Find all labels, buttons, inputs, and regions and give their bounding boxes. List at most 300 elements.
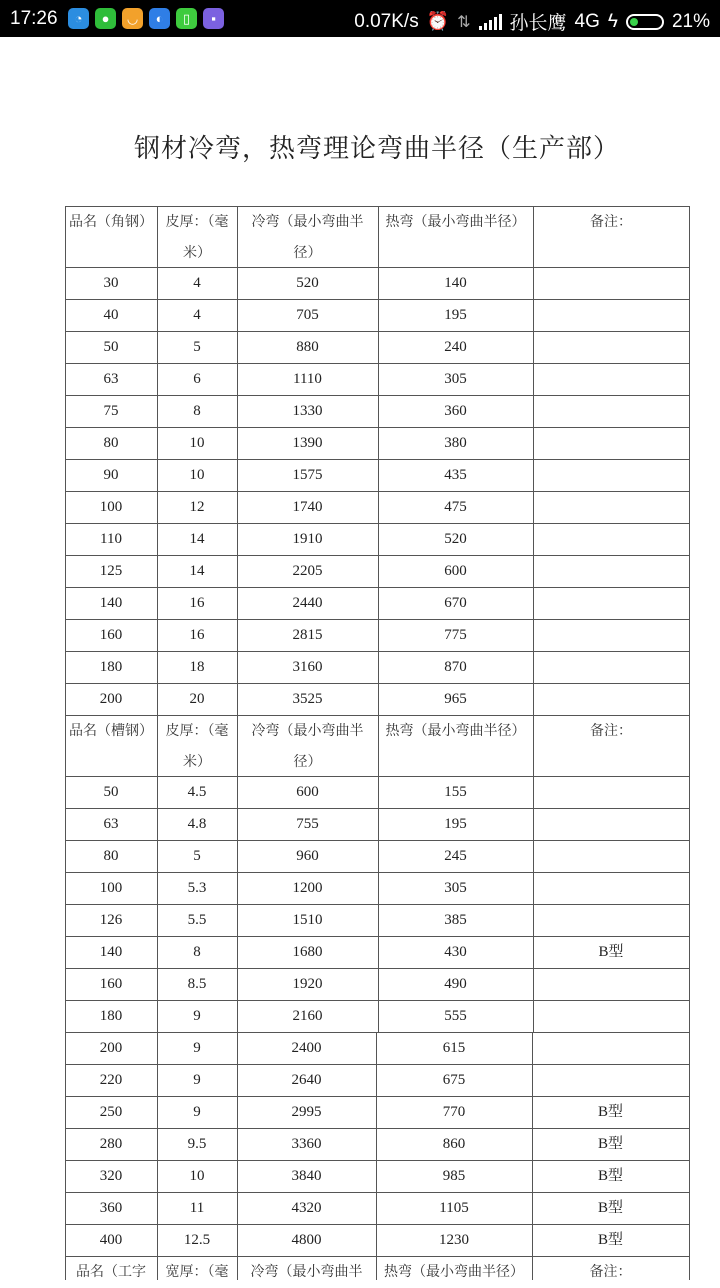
table-column-divider — [533, 459, 534, 491]
table-column-divider — [65, 427, 66, 459]
table-column-divider — [237, 427, 238, 459]
table-column-divider — [376, 1064, 377, 1096]
table-column-divider — [378, 776, 379, 808]
cell-hot-bend: 775 — [444, 627, 467, 643]
cell-hot-bend: 475 — [444, 499, 467, 515]
cell-cold-bend: 1330 — [292, 403, 323, 419]
cell-hot-bend: 430 — [444, 944, 467, 960]
table-column-divider — [689, 587, 690, 619]
table-column-divider — [689, 904, 690, 936]
table-column-divider — [237, 683, 238, 715]
table-column-divider — [157, 331, 158, 363]
table-column-divider — [157, 1160, 158, 1192]
table-column-divider — [533, 619, 534, 651]
header-remarks: 备注： — [589, 1264, 632, 1280]
cell-cold-bend: 2205 — [292, 563, 323, 579]
table-column-divider — [237, 1064, 238, 1096]
cell-thickness: 16 — [189, 627, 205, 643]
cell-cold-bend: 2400 — [291, 1040, 322, 1056]
table-column-divider — [378, 936, 379, 968]
cell-cold-bend: 755 — [296, 816, 319, 832]
cell-product: 360 — [99, 1200, 123, 1216]
header-text-line: 径） — [293, 245, 322, 261]
table-column-divider — [65, 555, 66, 587]
table-column-divider — [65, 968, 66, 1000]
table-column-divider — [237, 1160, 238, 1192]
table-column-divider — [533, 395, 534, 427]
table-column-divider — [378, 427, 379, 459]
table-column-divider — [65, 1064, 66, 1096]
network-type: 4G — [574, 10, 600, 32]
header-text-line: 冷弯（最小弯曲半 — [251, 723, 364, 739]
table-column-divider — [157, 683, 158, 715]
cell-remarks: B型 — [597, 1136, 623, 1152]
table-column-divider — [533, 936, 534, 968]
table-column-divider — [237, 1000, 238, 1032]
cell-product: 160 — [99, 976, 123, 992]
table-column-divider — [533, 267, 534, 299]
cell-cold-bend: 1910 — [292, 531, 323, 547]
table-column-divider — [533, 1000, 534, 1032]
table-column-divider — [157, 1256, 158, 1280]
table-column-divider — [378, 206, 379, 267]
table-column-divider — [237, 1128, 238, 1160]
cell-remarks — [533, 555, 689, 587]
table-column-divider — [689, 299, 690, 331]
table-column-divider — [376, 1256, 377, 1280]
cell-cold-bend: 1740 — [292, 499, 323, 515]
cell-cold-bend: 1510 — [292, 912, 323, 928]
cell-cold-bend: 2160 — [292, 1008, 323, 1024]
status-time: 17:26 — [10, 8, 58, 29]
cell-thickness: 20 — [189, 691, 205, 707]
table-column-divider — [532, 1128, 533, 1160]
header-product — [65, 716, 157, 776]
table-column-divider — [689, 555, 690, 587]
cell-hot-bend: 985 — [442, 1168, 466, 1184]
table-column-divider — [376, 1096, 377, 1128]
cell-thickness: 11 — [189, 1200, 205, 1216]
alarm-icon: ⏰ — [426, 11, 450, 31]
table-row-divider — [65, 1160, 690, 1161]
table-column-divider — [237, 619, 238, 651]
tool-app-icon: ◐ — [149, 8, 170, 29]
table-column-divider — [157, 555, 158, 587]
table-column-divider — [237, 587, 238, 619]
cell-remarks: B型 — [597, 1104, 623, 1120]
cell-product: 250 — [99, 1104, 123, 1120]
table-column-divider — [689, 459, 690, 491]
table-column-divider — [237, 872, 238, 904]
table-column-divider — [237, 936, 238, 968]
header-text-line: 品名（槽钢） — [69, 723, 153, 739]
table-column-divider — [237, 776, 238, 808]
cell-thickness: 10 — [189, 1168, 205, 1184]
cell-remarks — [533, 299, 689, 331]
cell-thickness: 18 — [189, 659, 205, 675]
cell-hot-bend: 670 — [444, 595, 467, 611]
cell-product: 126 — [99, 912, 123, 928]
cell-hot-bend: 155 — [444, 784, 467, 800]
table-column-divider — [237, 1032, 238, 1064]
header-text-line: 皮厚：（毫 — [165, 214, 229, 230]
header-text-line: 热弯（最小弯曲半径） — [385, 214, 526, 230]
table-column-divider — [533, 331, 534, 363]
cell-thickness: 12.5 — [183, 1232, 211, 1248]
cell-thickness: 6 — [193, 371, 201, 387]
table-column-divider — [65, 206, 66, 267]
table-column-divider — [533, 872, 534, 904]
cell-remarks — [533, 619, 689, 651]
table-column-divider — [533, 491, 534, 523]
table-column-divider — [157, 936, 158, 968]
cell-hot-bend: 600 — [444, 563, 467, 579]
table-column-divider — [378, 555, 379, 587]
table-column-divider — [689, 267, 690, 299]
cell-remarks — [533, 968, 689, 1000]
table-column-divider — [157, 587, 158, 619]
cell-hot-bend: 240 — [444, 339, 467, 355]
table-column-divider — [532, 1224, 533, 1256]
table-column-divider — [237, 1224, 238, 1256]
table-column-divider — [689, 1032, 690, 1064]
table-column-divider — [689, 872, 690, 904]
cell-cold-bend: 3840 — [291, 1168, 322, 1184]
cell-product: 80 — [103, 848, 119, 864]
table-column-divider — [378, 395, 379, 427]
cell-remarks: B型 — [597, 1168, 623, 1184]
table-column-divider — [532, 1160, 533, 1192]
table-column-divider — [157, 1096, 158, 1128]
cell-product: 140 — [99, 595, 123, 611]
table-column-divider — [376, 1160, 377, 1192]
table-column-divider — [65, 267, 66, 299]
cell-cold-bend: 1110 — [293, 371, 322, 387]
cell-thickness: 4 — [193, 307, 201, 323]
cell-hot-bend: 965 — [444, 691, 467, 707]
table-column-divider — [689, 683, 690, 715]
table-column-divider — [157, 299, 158, 331]
cell-thickness: 10 — [189, 467, 205, 483]
cell-cold-bend: 4320 — [291, 1200, 322, 1216]
table-column-divider — [689, 776, 690, 808]
table-column-divider — [689, 206, 690, 267]
table-column-divider — [65, 459, 66, 491]
table-column-divider — [237, 808, 238, 840]
header-hot-bend: 热弯（最小弯曲半径） — [384, 1264, 524, 1280]
table-column-divider — [65, 331, 66, 363]
table-column-divider — [157, 808, 158, 840]
table-column-divider — [533, 683, 534, 715]
header-text-line: 径） — [293, 754, 322, 770]
cell-hot-bend: 385 — [444, 912, 467, 928]
cell-hot-bend: 860 — [442, 1136, 466, 1152]
cell-hot-bend: 305 — [444, 880, 467, 896]
table-column-divider — [378, 1000, 379, 1032]
table-column-divider — [157, 840, 158, 872]
table-column-divider — [65, 651, 66, 683]
table-column-divider — [237, 1256, 238, 1280]
table-column-divider — [237, 968, 238, 1000]
table-column-divider — [237, 206, 238, 267]
table-column-divider — [157, 267, 158, 299]
table-column-divider — [237, 1192, 238, 1224]
cell-hot-bend: 770 — [442, 1104, 466, 1120]
table-column-divider — [237, 904, 238, 936]
cell-thickness: 5.5 — [187, 912, 207, 928]
table-column-divider — [157, 968, 158, 1000]
table-column-divider — [533, 904, 534, 936]
header-product: 品名（工字 — [76, 1264, 146, 1280]
page-break-divider — [65, 1032, 690, 1033]
cell-hot-bend: 305 — [444, 371, 467, 387]
cell-thickness: 14 — [189, 531, 205, 547]
table-column-divider — [689, 840, 690, 872]
table-column-divider — [157, 872, 158, 904]
table-column-divider — [689, 808, 690, 840]
table-column-divider — [533, 523, 534, 555]
table-row-divider — [65, 1128, 690, 1129]
cell-product: 50 — [103, 784, 119, 800]
table-column-divider — [157, 1000, 158, 1032]
table-column-divider — [532, 1192, 533, 1224]
cell-hot-bend: 140 — [444, 275, 467, 291]
cell-cold-bend: 1920 — [292, 976, 323, 992]
cell-hot-bend: 1105 — [439, 1200, 469, 1216]
cell-thickness: 12 — [189, 499, 205, 515]
cell-thickness: 9 — [193, 1104, 201, 1120]
table-column-divider — [65, 619, 66, 651]
table-column-divider — [532, 1256, 533, 1280]
header-thickness: 宽厚：（毫 — [165, 1264, 229, 1280]
cell-hot-bend: 615 — [442, 1040, 466, 1056]
cell-product: 280 — [99, 1136, 123, 1152]
cell-thickness: 5.3 — [187, 880, 207, 896]
cell-thickness: 8.5 — [187, 976, 207, 992]
cell-thickness: 9 — [193, 1040, 201, 1056]
cell-cold-bend: 3160 — [292, 659, 323, 675]
cell-thickness: 14 — [189, 563, 205, 579]
header-text-line: 冷弯（最小弯曲半 — [251, 214, 364, 230]
cell-cold-bend: 960 — [296, 848, 319, 864]
cell-remarks — [533, 395, 689, 427]
cell-cold-bend: 600 — [296, 784, 319, 800]
table-column-divider — [533, 206, 534, 267]
header-text-line: 热弯（最小弯曲半径） — [385, 723, 526, 739]
table-column-divider — [533, 555, 534, 587]
cell-cold-bend: 2995 — [291, 1104, 322, 1120]
table-column-divider — [378, 587, 379, 619]
cell-remarks — [533, 683, 689, 715]
cell-remarks — [533, 523, 689, 555]
table-column-divider — [532, 1064, 533, 1096]
table-column-divider — [157, 904, 158, 936]
cell-thickness: 4 — [193, 275, 201, 291]
header-cold-bend — [237, 716, 378, 776]
table-column-divider — [378, 523, 379, 555]
table-column-divider — [378, 299, 379, 331]
cell-hot-bend: 555 — [444, 1008, 467, 1024]
table-column-divider — [65, 1128, 66, 1160]
cell-hot-bend: 490 — [444, 976, 467, 992]
table-column-divider — [65, 1256, 66, 1280]
table-column-divider — [65, 363, 66, 395]
table-column-divider — [689, 619, 690, 651]
cell-remarks — [533, 267, 689, 299]
chat-app-icon: ◡ — [122, 8, 143, 29]
cell-thickness: 9.5 — [187, 1136, 207, 1152]
table-column-divider — [237, 491, 238, 523]
cell-remarks — [533, 651, 689, 683]
cell-remarks — [533, 1000, 689, 1032]
cell-cold-bend: 1390 — [292, 435, 323, 451]
table-column-divider — [533, 776, 534, 808]
table-column-divider — [157, 206, 158, 267]
table-column-divider — [533, 968, 534, 1000]
table-column-divider — [689, 1096, 690, 1128]
cell-product: 160 — [99, 627, 123, 643]
browser-app-icon: ◔ — [68, 8, 89, 29]
table-column-divider — [532, 1096, 533, 1128]
cell-product: 180 — [99, 1008, 123, 1024]
cell-remarks — [533, 363, 689, 395]
table-column-divider — [532, 1032, 533, 1064]
table-column-divider — [157, 1064, 158, 1096]
table-column-divider — [65, 395, 66, 427]
table-column-divider — [65, 683, 66, 715]
table-column-divider — [237, 331, 238, 363]
cell-thickness: 5 — [193, 848, 201, 864]
table-column-divider — [65, 299, 66, 331]
table-column-divider — [65, 587, 66, 619]
notes-app-icon: ▪ — [203, 8, 224, 29]
cell-cold-bend: 3525 — [292, 691, 323, 707]
header-cold-bend — [237, 207, 378, 267]
cell-product: 320 — [99, 1168, 123, 1184]
table-column-divider — [533, 651, 534, 683]
table-column-divider — [157, 523, 158, 555]
carrier-name: 孙长鹰 — [509, 13, 567, 34]
table-column-divider — [689, 968, 690, 1000]
phone-app-icon: ▯ — [176, 8, 197, 29]
battery-percent: 21% — [671, 10, 710, 32]
header-hot-bend — [378, 716, 533, 776]
table-column-divider — [376, 1224, 377, 1256]
table-column-divider — [157, 363, 158, 395]
table-column-divider — [378, 331, 379, 363]
cell-remarks: B型 — [597, 1200, 623, 1216]
table-column-divider — [65, 840, 66, 872]
table-column-divider — [65, 872, 66, 904]
cell-remarks — [533, 904, 689, 936]
table-column-divider — [533, 299, 534, 331]
cell-remarks — [533, 331, 689, 363]
table-column-divider — [237, 651, 238, 683]
table-column-divider — [65, 523, 66, 555]
table-column-divider — [157, 459, 158, 491]
table-column-divider — [157, 715, 158, 776]
table-column-divider — [237, 555, 238, 587]
table-column-divider — [157, 619, 158, 651]
cell-hot-bend: 195 — [444, 816, 467, 832]
table-column-divider — [65, 1032, 66, 1064]
cell-product: 63 — [103, 816, 119, 832]
cell-remarks: B型 — [597, 1232, 623, 1248]
wechat-app-icon: ● — [95, 8, 116, 29]
table-column-divider — [157, 1128, 158, 1160]
table-row-divider — [65, 1256, 690, 1257]
table-row-divider — [65, 1064, 690, 1065]
table-column-divider — [157, 1192, 158, 1224]
cell-hot-bend: 380 — [444, 435, 467, 451]
table-column-divider — [65, 1160, 66, 1192]
cell-cold-bend: 2815 — [292, 627, 323, 643]
table-column-divider — [533, 587, 534, 619]
table-column-divider — [378, 840, 379, 872]
table-column-divider — [237, 299, 238, 331]
header-cold-bend: 冷弯（最小弯曲半 — [250, 1264, 363, 1280]
table-column-divider — [378, 968, 379, 1000]
table-column-divider — [378, 363, 379, 395]
cell-thickness: 4.8 — [187, 816, 207, 832]
table-column-divider — [378, 808, 379, 840]
cell-product: 63 — [103, 371, 119, 387]
table-column-divider — [65, 776, 66, 808]
cell-remarks — [533, 776, 689, 808]
table-column-divider — [533, 808, 534, 840]
table-column-divider — [65, 491, 66, 523]
table-column-divider — [689, 1160, 690, 1192]
table-column-divider — [533, 363, 534, 395]
cell-cold-bend: 3360 — [291, 1136, 322, 1152]
cell-hot-bend: 360 — [444, 403, 467, 419]
table-column-divider — [378, 872, 379, 904]
table-column-divider — [65, 936, 66, 968]
table-column-divider — [689, 715, 690, 776]
cell-remarks — [532, 1064, 689, 1096]
cell-cold-bend: 520 — [296, 275, 319, 291]
cell-cold-bend: 1200 — [292, 880, 323, 896]
table-column-divider — [533, 715, 534, 776]
table-column-divider — [689, 523, 690, 555]
table-column-divider — [689, 331, 690, 363]
table-column-divider — [689, 1224, 690, 1256]
table-row-divider — [65, 1096, 690, 1097]
table-column-divider — [237, 523, 238, 555]
header-product — [65, 207, 157, 267]
cell-product: 50 — [103, 339, 119, 355]
document-title: 钢材冷弯，热弯理论弯曲半径（生产部） — [133, 134, 620, 164]
cell-product: 110 — [100, 531, 122, 547]
table-column-divider — [378, 683, 379, 715]
table-column-divider — [376, 1032, 377, 1064]
header-text-line: 皮厚：（毫 — [165, 723, 229, 739]
cell-product: 40 — [103, 307, 119, 323]
cell-hot-bend: 520 — [444, 531, 467, 547]
table-column-divider — [689, 1256, 690, 1280]
table-column-divider — [237, 715, 238, 776]
header-thickness — [157, 716, 237, 776]
table-column-divider — [65, 715, 66, 776]
cell-remarks: B型 — [598, 944, 624, 960]
table-column-divider — [157, 427, 158, 459]
table-column-divider — [689, 395, 690, 427]
cell-product: 200 — [99, 691, 123, 707]
data-arrows-icon: ⇅ — [457, 13, 471, 31]
header-text-line: 备注： — [590, 723, 632, 739]
table-column-divider — [65, 1224, 66, 1256]
cell-product: 80 — [103, 435, 119, 451]
